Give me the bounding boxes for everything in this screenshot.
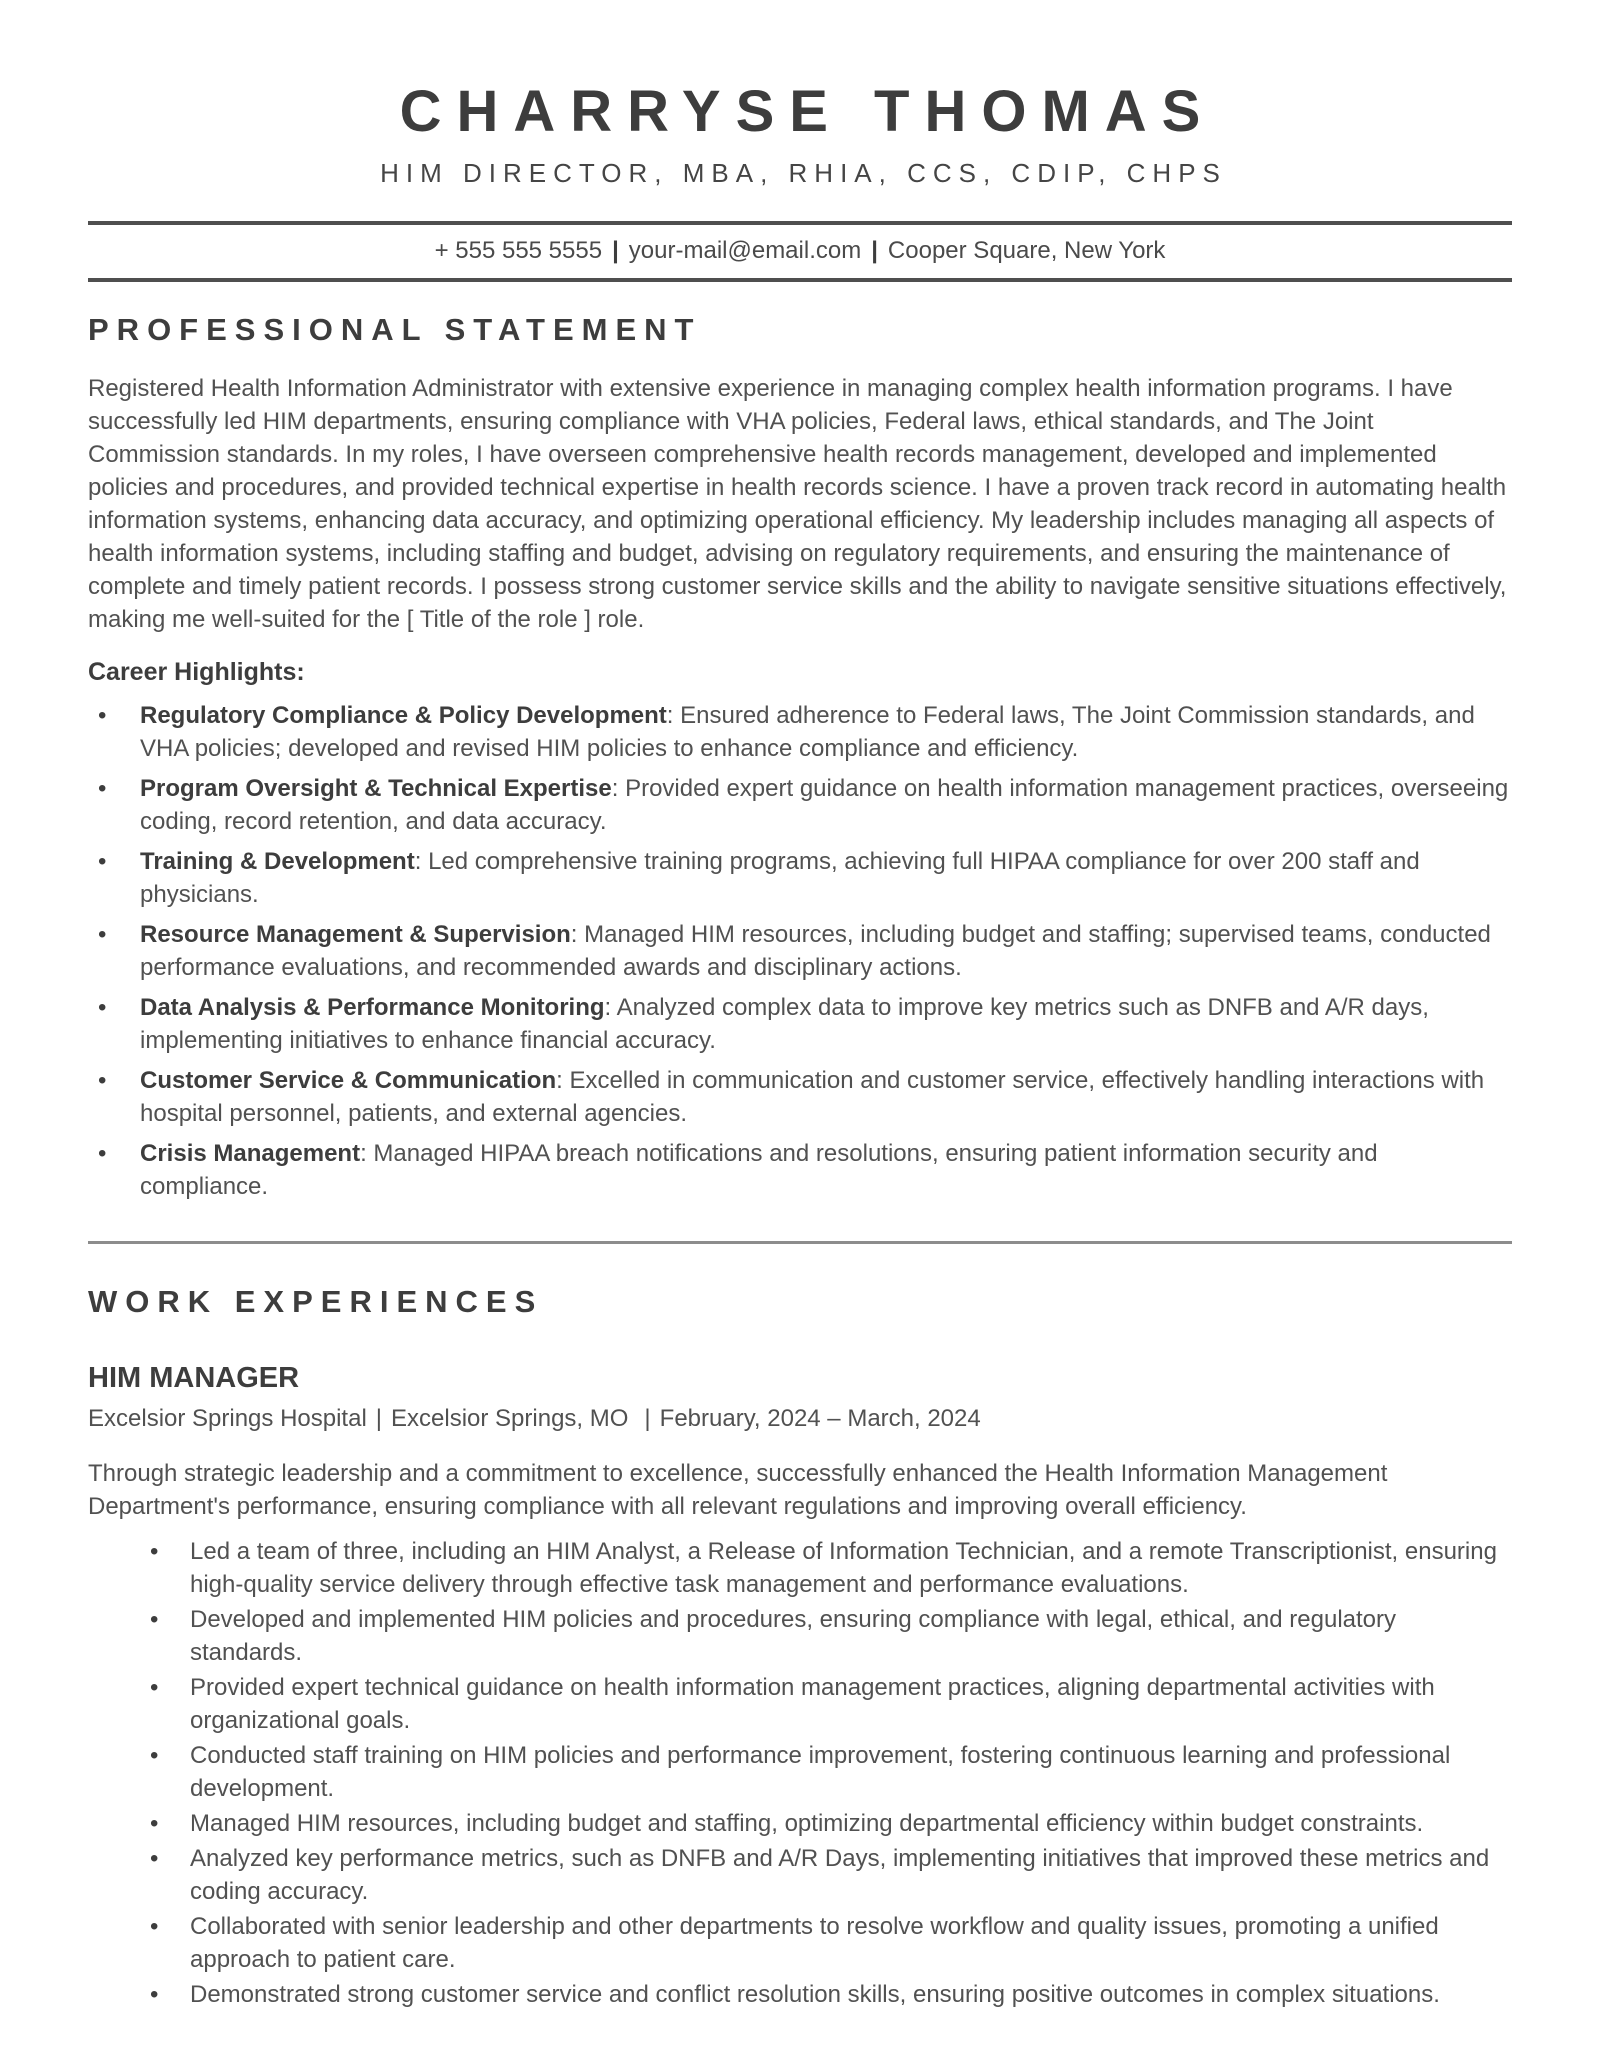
highlight-text [140,918,1512,984]
highlight-label: Resource Management & Supervision [140,921,571,948]
separator: | [375,1405,383,1432]
highlight-body: Excelled in communication and customer service, effectively handling interactions with hospital personnel, patients, and external agencies. [140,1067,1485,1127]
company-text: Excelsior Springs Hospital [88,1405,367,1432]
job-bullet-text: Analyzed key performance metrics, such as DNFB and A/R Days, implementing initiatives that improved these metrics and coding accuracy. [190,1845,1490,1905]
career-highlight-item [88,845,1512,911]
name-heading: CHARRYSE THOMAS [399,79,1216,144]
career-highlights-list [88,699,1512,1203]
highlight-body: Managed HIM resources, including budget and staffing; supervised teams, conducted performance evaluations, and recommended awards and disciplinary actions. [140,921,1491,981]
highlight-text [140,772,1512,838]
bullet-icon: • [150,1981,159,2008]
job-bullet-item [88,1739,1512,1805]
job-bullet-text: Developed and implemented HIM policies and procedures, ensuring compliance with legal, ethical, and regulatory standards. [190,1606,1397,1666]
highlight-body: Ensured adherence to Federal laws, The Joint Commission standards, and VHA policies; developed and revised HIM policies to enhance compliance and efficiency. [140,702,1475,762]
career-highlights-heading: Career Highlights: [88,658,305,686]
highlight-colon: : [666,702,681,729]
bullet-icon: • [150,1742,159,1769]
bullet-icon: • [150,1606,159,1633]
highlight-text [140,845,1512,911]
work-experiences-heading: WORK EXPERIENCES [88,1284,544,1319]
section-work-experiences [88,1284,1512,2011]
career-highlight-item [88,772,1512,838]
career-highlight-item [88,918,1512,984]
highlight-text [140,1064,1512,1130]
highlight-label: Crisis Management [140,1140,361,1167]
highlight-body: Provided expert guidance on health information management practices, overseeing coding, record retention, and data accuracy. [140,775,1509,835]
highlight-colon: : [570,921,585,948]
location-text: Cooper Square, New York [887,237,1166,264]
job-bullet-item [88,1671,1512,1737]
job-bullet-text: Managed HIM resources, including budget and staffing, optimizing departmental efficiency within budget constraints. [190,1810,1424,1837]
job-bullet-text: Collaborated with senior leadership and other departments to resolve workflow and quality issues, promoting a unified approach to patient care. [190,1913,1439,1973]
job-bullet-item [88,1535,1512,1601]
highlight-text [140,699,1512,765]
job-entry [88,1362,1512,2011]
contact-line [88,225,1512,278]
separator: | [871,237,878,264]
highlight-text [140,1137,1512,1203]
section-professional-statement [88,312,1512,1203]
highlight-colon: : [360,1140,374,1167]
highlight-body: Led comprehensive training programs, achieving full HIPAA compliance for over 200 staff and physicians. [140,848,1420,908]
header-rule-bottom [88,278,1512,282]
bullet-icon: • [150,1674,159,1701]
separator: | [612,237,619,264]
job-bullet-item [88,1842,1512,1908]
bullet-icon: • [98,1067,107,1094]
professional-statement-body: Registered Health Information Administrator with extensive experience in managing complex health information programs. I have successfully led HIM departments, ensuring compliance with VHA policies, Federal laws, ethical standards, and The Joint Commission standards. In my roles, I have overseen comprehensive health records management, developed and implemented policies and procedures, and provided technical expertise in health records science. I have a proven track record in automating health information systems, enhancing data accuracy, and optimizing operational efficiency. My leadership includes managing all aspects of health information systems, including staffing and budget, advising on regulatory requirements, and ensuring the maintenance of complete and timely patient records. I possess strong customer service skills and the ability to navigate sensitive situations effectively, making me well-suited for the [ Title of the role ] role. [88,375,1507,633]
job-bullet-text: Conducted staff training on HIM policies and performance improvement, fostering continuous learning and professional development. [190,1742,1451,1802]
highlight-text [140,991,1512,1057]
section-divider [88,1241,1512,1244]
job-bullet-text: Demonstrated strong customer service and conflict resolution skills, ensuring positive outcomes in complex situations. [190,1981,1440,2008]
job-bullet-item [88,1807,1512,1840]
bullet-icon: • [98,702,107,729]
highlight-colon: : [604,994,617,1021]
highlight-colon: : [414,848,429,875]
bullet-icon: • [98,994,107,1021]
bullet-icon: • [150,1913,159,1940]
bullet-icon: • [98,775,107,802]
bullet-icon: • [150,1538,159,1565]
highlight-label: Regulatory Compliance & Policy Development [140,702,667,729]
career-highlight-item [88,1064,1512,1130]
highlight-label: Customer Service & Communication [140,1067,557,1094]
highlight-label: Data Analysis & Performance Monitoring [140,994,605,1021]
resume-header [88,80,1512,282]
job-summary: Through strategic leadership and a commitment to excellence, successfully enhanced the Health Information Management Department's performance, ensuring compliance with all relevant regulations and improving overall efficiency. [88,1460,1388,1520]
job-bullets-list [88,1535,1512,2011]
highlight-colon: : [611,775,626,802]
highlight-body: Managed HIPAA breach notifications and resolutions, ensuring patient information security and compliance. [140,1140,1378,1200]
job-bullet-item [88,1910,1512,1976]
career-highlight-item [88,1137,1512,1203]
job-bullet-item [88,1978,1512,2011]
job-meta [88,1405,1512,1433]
title-line: HIM DIRECTOR, MBA, RHIA, CCS, CDIP, CHPS [380,158,1227,188]
job-bullet-item [88,1603,1512,1669]
highlight-label: Training & Development [140,848,415,875]
bullet-icon: • [150,1845,159,1872]
bullet-icon: • [98,848,107,875]
career-highlight-item [88,699,1512,765]
job-location-text: Excelsior Springs, MO [391,1405,629,1432]
career-highlight-item [88,991,1512,1057]
email-text: your-mail@email.com [628,237,862,264]
highlight-label: Program Oversight & Technical Expertise [140,775,612,802]
job-title: HIM MANAGER [88,1362,300,1394]
bullet-icon: • [98,921,107,948]
bullet-icon: • [98,1140,107,1167]
job-bullet-text: Led a team of three, including an HIM Analyst, a Release of Information Technician, and a remote Transcriptionist, ensuring high-quality service delivery through effective task management and performance evaluations. [190,1538,1497,1598]
separator: | [644,1405,651,1432]
highlight-body: Analyzed complex data to improve key metrics such as DNFB and A/R days, implementing initiatives to enhance financial accuracy. [140,994,1429,1054]
bullet-icon: • [150,1810,159,1837]
highlight-colon: : [556,1067,570,1094]
job-dates-text: February, 2024 – March, 2024 [659,1405,981,1432]
phone-text: + 555 555 5555 [434,237,603,264]
job-bullet-text: Provided expert technical guidance on health information management practices, aligning departmental activities with organizational goals. [190,1674,1435,1734]
professional-statement-heading: PROFESSIONAL STATEMENT [88,312,702,347]
